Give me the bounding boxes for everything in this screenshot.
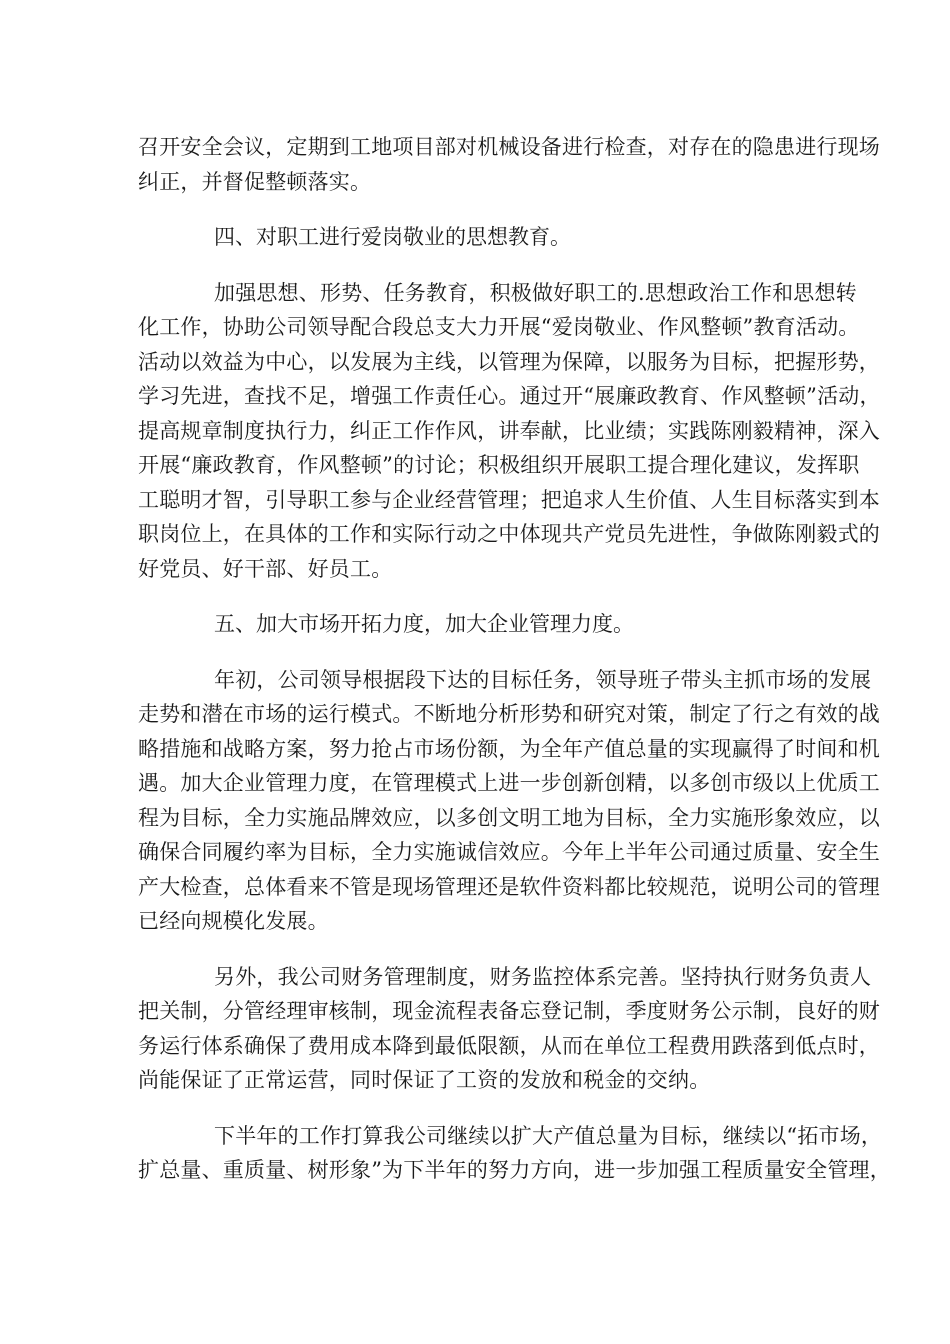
text-line: 走势和潜在市场的运行模式。不断地分析形势和研究对策，制定了行之有效的战 — [138, 702, 880, 726]
text-line: 产大检查，总体看来不管是现场管理还是软件资料都比较规范，说明公司的管理 — [138, 874, 880, 899]
text-line: 尚能保证了正常运营，同时保证了工资的发放和税金的交纳。 — [138, 1068, 711, 1092]
text-line: 活动以效益为中心，以发展为主线，以管理为保障，以服务为目标，把握形势， — [138, 349, 880, 374]
paragraph-second-half-plan — [138, 1119, 891, 1188]
paragraph-market-management — [138, 663, 880, 939]
text-line: 年初，公司领导根据段下达的目标任务，领导班子带头主抓市场的发展 — [214, 667, 872, 692]
paragraph-financial-management — [138, 960, 880, 1098]
section-heading-5: 五、加大市场开拓力度，加大企业管理力度。 — [214, 612, 634, 636]
text-line: 召开安全会议，定期到工地项目部对机械设备进行检查，对存在的隐患进行现场 — [138, 135, 880, 159]
text-line: 略措施和战略方案，努力抢占市场份额，为全年产值总量的实现赢得了时间和机 — [138, 736, 880, 761]
text-line: 程为目标，全力实施品牌效应，以多创文明工地为目标，全力实施形象效应，以 — [138, 805, 880, 830]
text-line: 另外，我公司财务管理制度，财务监控体系完善。坚持执行财务负责人 — [214, 964, 872, 989]
text-line: 开展“廉政教育，作风整顿”的讨论；积极组织开展职工提合理化建议，发挥职 — [138, 453, 860, 477]
paragraph-ideological-education — [138, 276, 881, 587]
text-line: 提高规章制度执行力，纠正工作作风，讲奉献，比业绩；实践陈刚毅精神，深入 — [138, 418, 880, 443]
text-line: 职岗位上，在具体的工作和实际行动之中体现共产党员先进性，争做陈刚毅式的 — [138, 522, 880, 546]
text-line: 工聪明才智，引导职工参与企业经营管理；把追求人生价值、人生目标落实到本 — [138, 487, 880, 512]
text-line: 好党员、好干部、好员工。 — [138, 556, 393, 581]
text-line: 确保合同履约率为目标，全力实施诚信效应。今年上半年公司通过质量、安全生 — [138, 840, 880, 864]
text-line: 遇。加大企业管理力度，在管理模式上进一步创新创精，以多创市级以上优质工 — [138, 771, 880, 795]
text-line: 扩总量、重质量、树形象”为下半年的努力方向，进一步加强工程质量安全管理， — [138, 1158, 891, 1182]
text-line: 学习先进，查找不足，增强工作责任心。通过开“展廉政教育、作风整顿”活动， — [138, 384, 881, 408]
paragraph-safety-continued — [138, 130, 880, 199]
text-line: 下半年的工作打算我公司继续以扩大产值总量为目标，继续以“拓市场， — [214, 1123, 883, 1148]
text-line: 加强思想、形势、任务教育，积极做好职工的.思想政治工作和思想转 — [214, 280, 857, 305]
text-line: 化工作，协助公司领导配合段总支大力开展“爱岗敬业、作风整顿”教育活动。 — [138, 315, 860, 339]
section-heading-4: 四、对职工进行爱岗敬业的思想教育。 — [214, 225, 571, 249]
document-body — [138, 130, 891, 1209]
text-line: 务运行体系确保了费用成本降到最低限额，从而在单位工程费用跌落到低点时， — [138, 1033, 880, 1058]
text-line: 把关制，分管经理审核制，现金流程表备忘登记制，季度财务公示制，良好的财 — [138, 999, 880, 1023]
text-line: 纠正，并督促整顿落实。 — [138, 169, 372, 194]
text-line: 已经向规模化发展。 — [138, 909, 329, 933]
